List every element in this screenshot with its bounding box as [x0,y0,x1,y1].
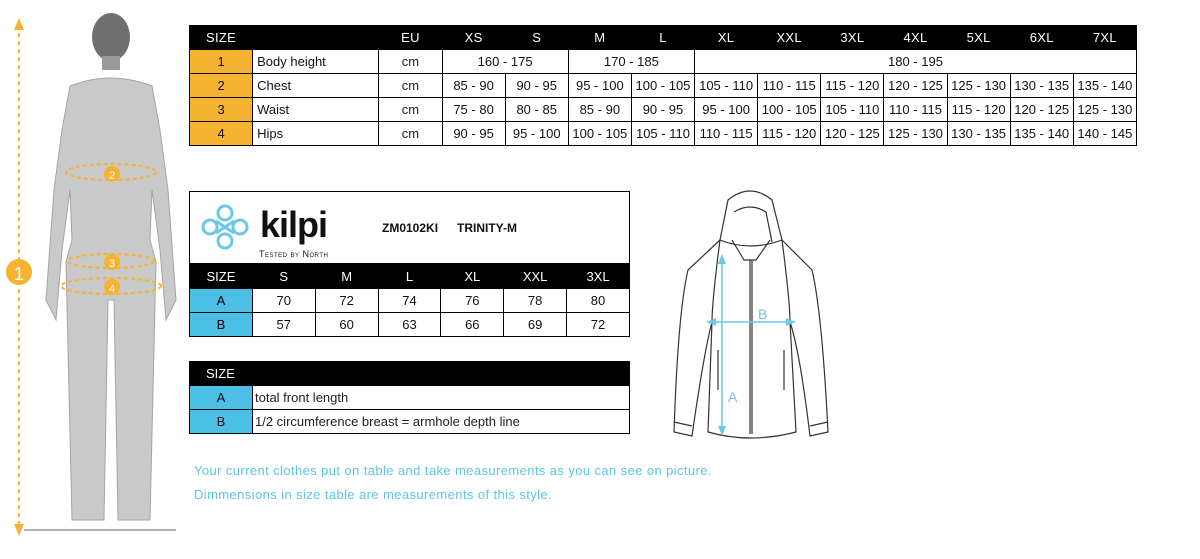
header-5xl: 5XL [947,26,1010,50]
instruction-note: Dimmensions in size table are measurements of this style. [194,487,553,502]
table-cell: 74 [378,289,441,313]
legend-description: 1/2 circumference breast = armhole depth line [253,410,630,434]
row-unit: cm [379,98,442,122]
table-cell: 100 - 105 [758,98,821,122]
table-cell: 110 - 115 [884,98,947,122]
table-cell: 125 - 130 [884,122,947,146]
style-header-l: L [378,265,441,289]
table-cell: 130 - 135 [947,122,1010,146]
table-cell: 110 - 115 [695,122,758,146]
table-cell: 115 - 120 [821,74,884,98]
header-xl: XL [695,26,758,50]
style-header-xxl: XXL [504,265,567,289]
table-cell: 90 - 95 [631,98,694,122]
table-cell: 125 - 130 [1073,98,1136,122]
kilpi-logo-icon [196,202,254,252]
table-cell: 120 - 125 [1010,98,1073,122]
table-cell: 95 - 100 [505,122,568,146]
range-cell: 160 - 175 [442,50,568,74]
table-cell: 69 [504,313,567,337]
table-row-chest [190,74,1137,98]
body-figure [0,0,190,554]
row-number: 1 [190,50,253,74]
table-cell: 85 - 90 [442,74,505,98]
header-7xl: 7XL [1073,26,1136,50]
row-label: Body height [253,50,379,74]
range-cell: 180 - 195 [695,50,1137,74]
brand-wordmark: kilpi [260,204,328,245]
header-6xl: 6XL [1010,26,1073,50]
header-m: M [568,26,631,50]
style-row-a [190,289,630,313]
jacket-marker-b: B [758,306,768,322]
header-xs: XS [442,26,505,50]
table-cell: 78 [504,289,567,313]
table-cell: 140 - 145 [1073,122,1136,146]
style-row-b [190,313,630,337]
table-cell: 105 - 110 [821,98,884,122]
row-unit: cm [379,50,442,74]
table-row-body-height [190,50,1137,74]
brand-tagline: Tested by North [259,249,329,259]
brand-header [189,191,630,264]
range-cell: 170 - 185 [568,50,694,74]
jacket-diagram [660,182,840,452]
style-measurements-table [189,264,630,337]
header-4xl: 4XL [884,26,947,50]
chest-marker: 2 [108,170,116,182]
table-cell: 105 - 110 [631,122,694,146]
legend-description: total front length [253,386,630,410]
table-cell: 100 - 105 [568,122,631,146]
style-header-3xl: 3XL [567,265,630,289]
row-label: Waist [253,98,379,122]
style-header-xl: XL [441,265,504,289]
row-unit: cm [379,122,442,146]
header-s: S [505,26,568,50]
row-unit: cm [379,74,442,98]
size-chart-header-row [190,26,1137,50]
table-cell: 100 - 105 [631,74,694,98]
table-cell: 115 - 120 [758,122,821,146]
header-size: SIZE [190,26,253,50]
header-3xl: 3XL [821,26,884,50]
style-header-s: S [252,265,315,289]
table-cell: 76 [441,289,504,313]
table-cell: 66 [441,313,504,337]
table-cell: 110 - 115 [758,74,821,98]
legend-header: SIZE [190,362,630,386]
style-header-row [190,265,630,289]
row-key: B [190,313,253,337]
row-number: 4 [190,122,253,146]
table-row-waist [190,98,1137,122]
instruction-note: Your current clothes put on table and take measurements as you can see on picture. [194,463,712,478]
legend-key: A [190,386,253,410]
header-eu: EU [379,26,442,50]
jacket-marker-a: A [728,389,738,405]
table-cell: 135 - 140 [1010,122,1073,146]
header-l: L [631,26,694,50]
table-cell: 90 - 95 [505,74,568,98]
legend-row-b [190,410,630,434]
table-cell: 57 [252,313,315,337]
row-number: 3 [190,98,253,122]
table-cell: 72 [567,313,630,337]
table-cell: 72 [315,289,378,313]
table-cell: 63 [378,313,441,337]
legend-row-a [190,386,630,410]
style-header-size: SIZE [190,265,253,289]
row-number: 2 [190,74,253,98]
table-cell: 130 - 135 [1010,74,1073,98]
header-xxl: XXL [758,26,821,50]
legend-key: B [190,410,253,434]
waist-marker: 3 [108,258,116,270]
table-cell: 95 - 100 [695,98,758,122]
product-code: ZM0102KI [382,221,439,235]
table-cell: 115 - 120 [947,98,1010,122]
product-name: TRINITY-M [457,221,517,235]
legend-header-row [190,362,630,386]
table-cell: 125 - 130 [947,74,1010,98]
table-cell: 95 - 100 [568,74,631,98]
header-blank [253,26,379,50]
table-cell: 135 - 140 [1073,74,1136,98]
height-marker: 1 [13,264,25,284]
body-silhouette-illustration [0,0,190,554]
hips-marker: 4 [108,283,116,295]
table-cell: 70 [252,289,315,313]
measurement-legend-table [189,361,630,434]
table-cell: 80 - 85 [505,98,568,122]
table-row-hips [190,122,1137,146]
style-header-m: M [315,265,378,289]
table-cell: 80 [567,289,630,313]
table-cell: 85 - 90 [568,98,631,122]
table-cell: 75 - 80 [442,98,505,122]
table-cell: 105 - 110 [695,74,758,98]
row-key: A [190,289,253,313]
row-label: Chest [253,74,379,98]
jacket-illustration [660,182,840,452]
row-label: Hips [253,122,379,146]
table-cell: 120 - 125 [884,74,947,98]
size-chart-table [189,25,1137,146]
table-cell: 60 [315,313,378,337]
table-cell: 90 - 95 [442,122,505,146]
table-cell: 120 - 125 [821,122,884,146]
